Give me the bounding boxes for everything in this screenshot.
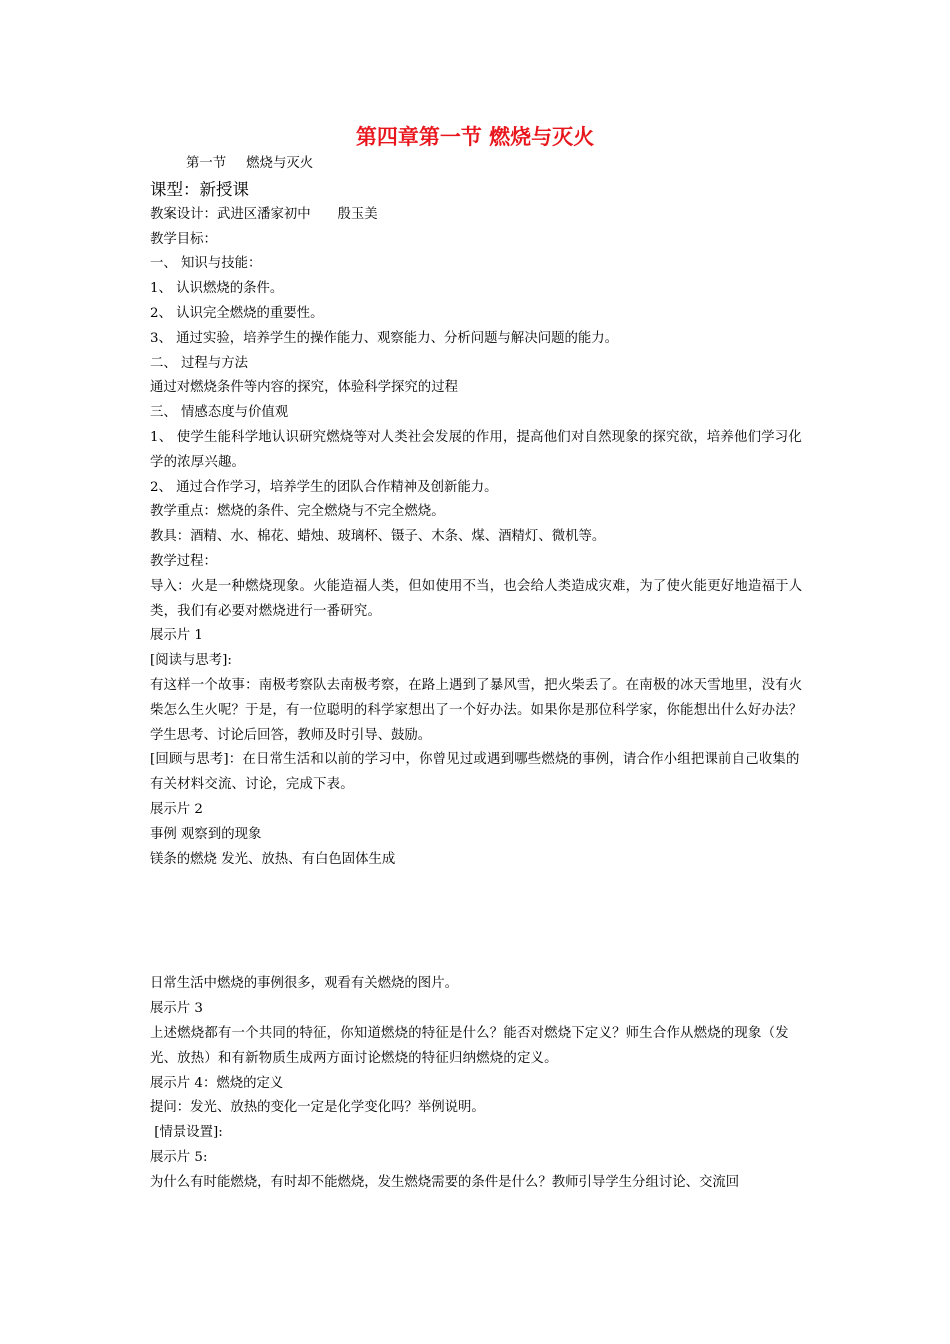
- slide-label: 展示片 5:: [150, 1149, 208, 1165]
- condition-paragraph: 为什么有时能燃烧，有时却不能燃烧，发生燃烧需要的条件是什么？教师引导学生分组讨论、交流回: [150, 1174, 740, 1190]
- blank-gap: [150, 872, 810, 972]
- subtitle-topic: 燃烧与灭火: [246, 156, 314, 171]
- story-paragraph: 有这样一个故事：南极考察队去南极考察，在路上遇到了暴风雪，把火柴丢了。在南极的冰天雪地里，没有火柴怎么生火呢？于是，有一位聪明的科学家想出了一个好办法。如果你是那位科学家，你能想出什么好办法？: [150, 677, 803, 718]
- document-title: 第四章第一节 燃烧与灭火: [355, 124, 595, 149]
- key-points: 教学重点：燃烧的条件、完全燃烧与不完全燃烧。: [150, 504, 445, 520]
- objective-section-3: 三、 情感态度与价值观: [150, 405, 289, 421]
- table-row: 镁条的燃烧 发光、放热、有白色固体生成: [150, 851, 396, 867]
- objective-section-1: 一、 知识与技能：: [150, 256, 262, 272]
- student-activity: 学生思考、讨论后回答，教师及时引导、鼓励。: [150, 727, 432, 743]
- subtitle-section: 第一节: [186, 156, 227, 171]
- scenario-heading: [情景设置]:: [150, 1125, 223, 1141]
- lesson-designer: 教案设计：武进区潘家初中 殷玉美: [150, 206, 378, 222]
- objective-item: 1、 认识燃烧的条件。: [150, 281, 284, 297]
- section-subtitle: [150, 152, 810, 177]
- objective-item: 2、 认识完全燃烧的重要性。: [150, 305, 324, 321]
- process-text: 通过对燃烧条件等内容的探究，体验科学探究的过程: [150, 380, 458, 396]
- document-body: [150, 152, 810, 1195]
- daily-examples: 日常生活中燃烧的事例很多，观看有关燃烧的图片。: [150, 976, 458, 992]
- objectives-heading: 教学目标：: [150, 231, 217, 247]
- slide-label: 展示片 1: [150, 628, 203, 644]
- review-paragraph: [回顾与思考]：在日常生活和以前的学习中，你曾见过或遇到哪些燃烧的事例，请合作小组把课前自己收集的有关材料交流、讨论，完成下表。: [150, 752, 800, 793]
- slide-label: 展示片 2: [150, 801, 203, 817]
- introduction-paragraph: 导入：火是一种燃烧现象。火能造福人类，但如使用不当，也会给人类造成灾难，为了使火能更好地造福于人类，我们有必要对燃烧进行一番研究。: [150, 578, 803, 619]
- objective-item: 3、 通过实验，培养学生的操作能力、观察能力、分析问题与解决问题的能力。: [150, 330, 619, 346]
- objective-item: 2、 通过合作学习，培养学生的团队合作精神及创新能力。: [150, 479, 498, 495]
- slide-label: 展示片 4：燃烧的定义: [150, 1075, 284, 1091]
- course-type: 课型：新授课: [150, 179, 249, 199]
- process-heading: 教学过程：: [150, 553, 217, 569]
- table-header: 事例 观察到的现象: [150, 826, 262, 842]
- slide-label: 展示片 3: [150, 1001, 203, 1017]
- definition-discussion: 上述燃烧都有一个共同的特征，你知道燃烧的特征是什么？能否对燃烧下定义？师生合作从燃烧的现象（发光、放热）和有新物质生成两方面讨论燃烧的特征归纳燃烧的定义。: [150, 1025, 789, 1066]
- teaching-aids: 教具：酒精、水、棉花、蜡烛、玻璃杯、镊子、木条、煤、酒精灯、微机等。: [150, 529, 606, 545]
- question-text: 提问：发光、放热的变化一定是化学变化吗？举例说明。: [150, 1100, 485, 1116]
- reading-heading: [阅读与思考]:: [150, 653, 232, 669]
- objective-item: 1、 使学生能科学地认识研究燃烧等对人类社会发展的作用，提高他们对自然现象的探究欲，培养他们学习化学的浓厚兴趣。: [150, 429, 802, 470]
- objective-section-2: 二、 过程与方法: [150, 355, 248, 371]
